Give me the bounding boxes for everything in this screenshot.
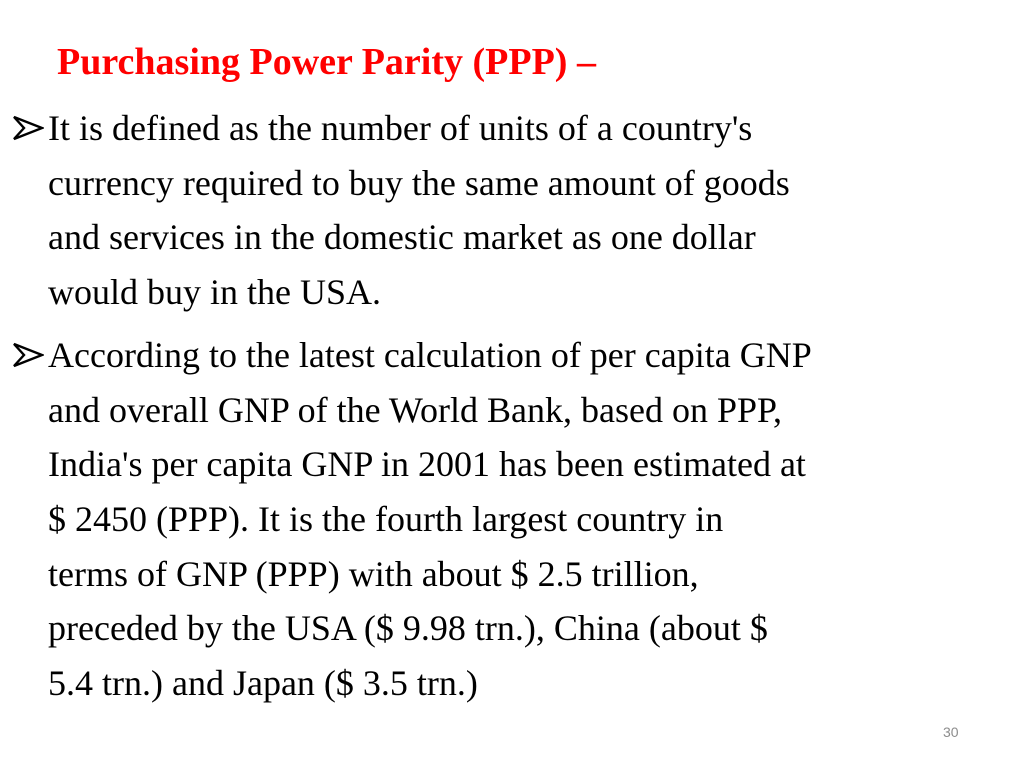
arrow-bullet-icon	[12, 342, 44, 368]
slide-title: Purchasing Power Parity (PPP) –	[57, 41, 596, 83]
arrow-bullet-icon	[12, 115, 44, 141]
bullet-list	[12, 101, 1022, 719]
page-number: 30	[943, 724, 959, 740]
bullet-text: According to the latest calculation of per capita GNP and overall GNP of the World Bank, based on PPP, India's per capita GNP in 2001 has been estimated at $ 2450 (PPP). It is the fourth largest country in terms of GNP (PPP) with about $ 2.5 trillion, preceded by the USA ($ 9.98 trn.), China (about $ 5.4 trn.) and Japan ($ 3.5 trn.)	[48, 334, 812, 704]
bullet-item	[12, 101, 1022, 320]
bullet-item	[12, 328, 1022, 711]
bullet-text: It is defined as the number of units of a country's currency required to buy the same amount of goods and services in the domestic market as one dollar would buy in the USA.	[48, 108, 790, 313]
